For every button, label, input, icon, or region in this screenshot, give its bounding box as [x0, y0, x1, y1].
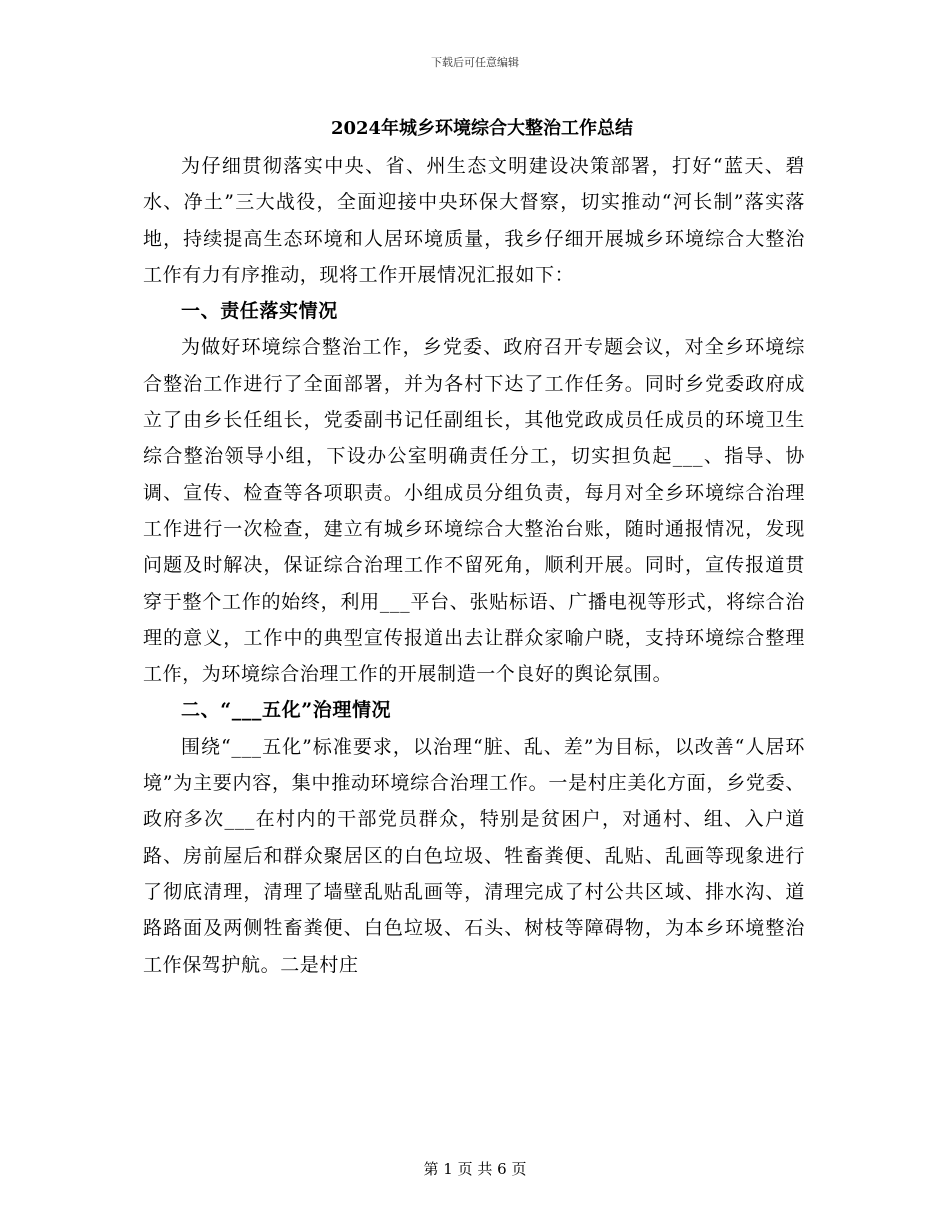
- section-paragraph-five-modernizations: 围绕“___五化”标准要求，以治理“脏、乱、差”为目标，以改善“人居环境”为主要内容，集中推动环境综合治理工作。一是村庄美化方面，乡党委、政府多次___在村内的干部党员群众，特别是贫困户，对通村、组、入户道路、房前屋后和群众聚居区的白色垃圾、牲畜粪便、乱贴、乱画等现象进行了彻底清理，清理了墙壁乱贴乱画等，清理完成了村公共区域、排水沟、道路路面及两侧牲畜粪便、白色垃圾、石头、树枝等障碍物，为本乡环境整治工作保驾护航。二是村庄: [143, 735, 805, 976]
- section-heading-responsibility: 一、责任落实情况: [181, 300, 338, 323]
- section-paragraph-responsibility: 为做好环境综合整治工作，乡党委、政府召开专题会议，对全乡环境综合整治工作进行了全面部署，并为各村下达了工作任务。同时乡党委政府成立了由乡长任组长，党委副书记任副组长，其他党政成员任成员的环境卫生综合整治领导小组，下设办公室明确责任分工，切实担负起___、指导、协调、宣传、检查等各项职责。小组成员分组负责，每月对全乡环境综合治理工作进行一次检查，建立有城乡环境综合大整治台账，随时通报情况，发现问题及时解决，保证综合治理工作不留死角，顺利开展。同时，宣传报道贯穿于整个工作的始终，利用___平台、张贴标语、广播电视等形式，将综合治理的意义，工作中的典型宣传报道出去让群众家喻户晓，支持环境综合整理工作，为环境综合治理工作的开展制造一个良好的舆论氛围。: [143, 336, 805, 686]
- section-heading-five-modernizations: 二、“___五化”治理情况: [181, 699, 392, 722]
- page-header: 下载后可任意编辑: [431, 56, 519, 69]
- intro-paragraph: 为仔细贯彻落实中央、省、州生态文明建设决策部署，打好“蓝天、碧水、净土”三大战役，全面迎接中央环保大督察，切实推动“河长制”落实落地，持续提高生态环境和人居环境质量，我乡仔细开展城乡环境综合大整治工作有力有序推动，现将工作开展情况汇报如下：: [143, 155, 805, 286]
- document-body: [143, 110, 805, 983]
- document-title: 2024年城乡环境综合大整治工作总结: [330, 118, 634, 139]
- page-footer: 第 1 页 共 6 页: [423, 1160, 527, 1178]
